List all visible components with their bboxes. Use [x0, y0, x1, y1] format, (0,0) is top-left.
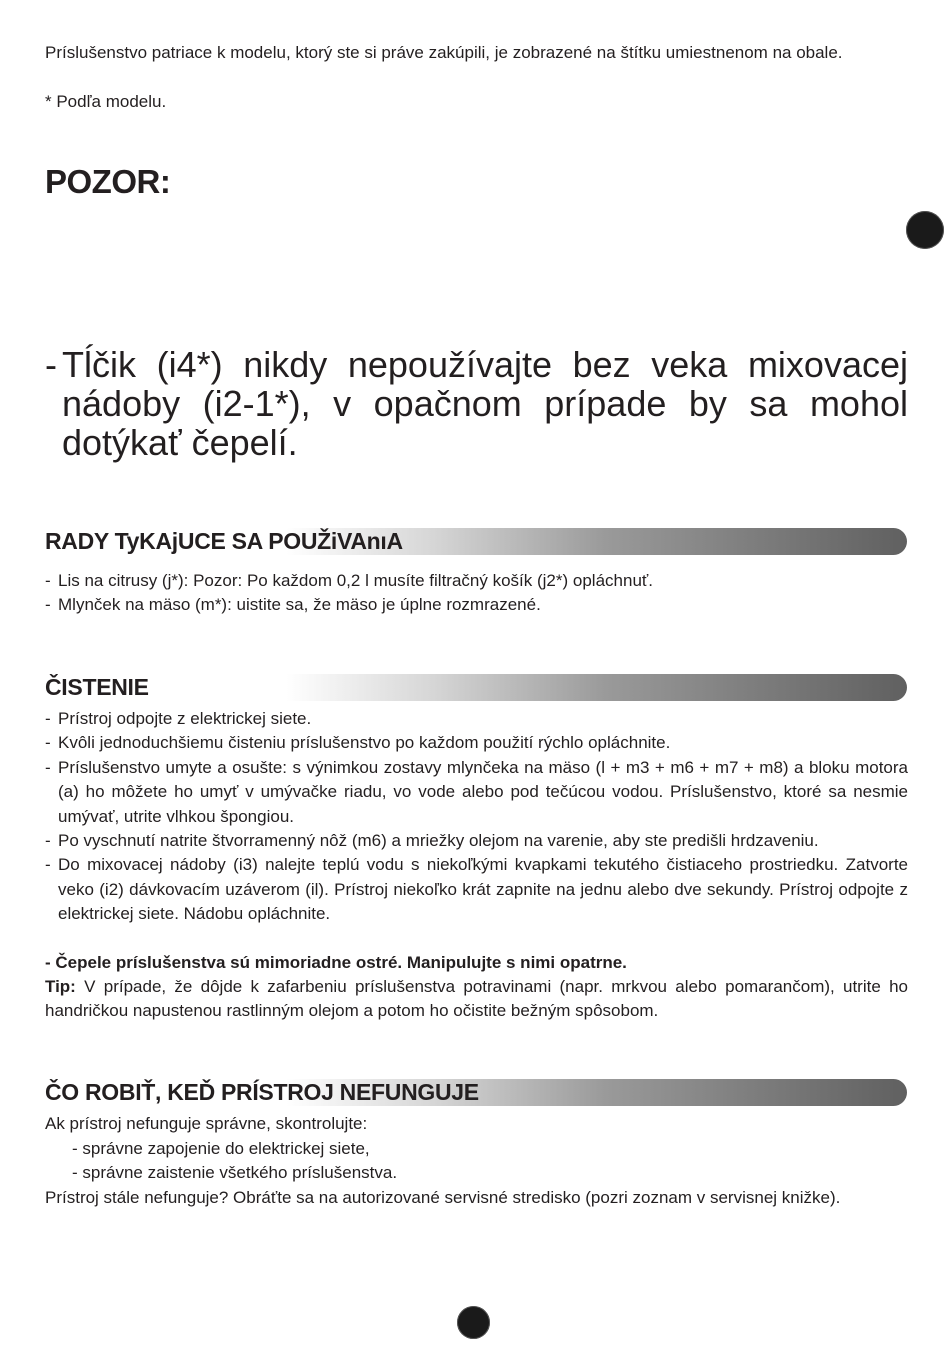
list-item-text: Prístroj odpojte z elektrickej siete.	[58, 709, 312, 728]
check-item: - správne zapojenie do elektrickej siete,	[72, 1139, 370, 1158]
tips-list	[45, 569, 908, 618]
list-item-text: Mlynček na mäso (m*): uistite sa, že mäso je úplne rozmrazené.	[58, 595, 541, 615]
list-item: - Lis na citrusy (j*): Pozor: Po každom 0,2 l musíte filtračný košík (j2*) opláchnuť.	[45, 571, 653, 590]
list-item: - Po vyschnutí natrite štvorramenný nôž (m6) a mriežky olejom na varenie, aby ste predišli hrdzaveniu.	[45, 831, 819, 851]
warning-item	[45, 345, 908, 462]
list-item: - Do mixovacej nádoby (i3) nalejte teplú vodu s niekoľkými kvapkami tekutého čistiaceho prostriedku. Zatvorte veko (i2) dávkovacím uzáverom (il). Prístroj niekoľko krát zapnite na jednu alebo dve sekundy. Prístroj odpojte z elektrickej siete. Nádobu opláchnite.	[45, 855, 908, 924]
tips-heading: RADY TyKAjUCE SA POUŽiVAnıA	[45, 528, 403, 554]
troubleshooting-intro: Ak prístroj nefunguje správne, skontrolujte:	[45, 1114, 368, 1133]
page-number-dot	[457, 1306, 490, 1339]
list-item-text: Príslušenstvo umyte a osušte: s výnimkou zostavy mlynčeka na mäso (l + m3 + m6 + m7 + m8) a bloku motora (a) ho môžete ho umyť v umývačke riadu, vo vode alebo pod tečúcou vodou. Príslušenstvo, ktoré sa nesmie umývať, utrite vlhkou špongiou.	[58, 757, 908, 826]
tip-text: V prípade, že dôjde k zafarbeniu príslušenstva potravinami (napr. mrkvou alebo pomarančom), utrite ho handričkou napustenou rastlinným olejom a potom ho očistite bežným spôsobom.	[45, 977, 908, 1021]
intro-text: Príslušenstvo patriace k modelu, ktorý ste si práve zakúpili, je zobrazené na štítku umiestnenom na obale.	[45, 43, 843, 62]
model-note: * Podľa modelu.	[45, 92, 167, 111]
section-bar-cleaning	[45, 674, 907, 701]
tip-paragraph	[45, 975, 908, 1024]
blade-warning: - Čepele príslušenstva sú mimoriadne ostré. Manipulujte s nimi opatrne.	[45, 953, 627, 972]
list-item-text: Lis na citrusy (j*): Pozor: Po každom 0,2 l musíte filtračný košík (j2*) opláchnuť.	[58, 571, 653, 590]
list-item: - Prístroj odpojte z elektrickej siete.	[45, 709, 312, 728]
warning-item-text: Tĺčik (i4*) nikdy nepoužívajte bez veka mixovacej nádoby (i2-1*), v opačnom prípade by sa mohol dotýkať čepelí.	[62, 344, 908, 463]
list-item-text: Kvôli jednoduchšiemu čisteniu príslušenstvo po každom použití rýchlo opláchnite.	[58, 733, 671, 753]
list-item-text: Po vyschnutí natrite štvorramenný nôž (m6) a mriežky olejom na varenie, aby ste predišli hrdzaveniu.	[58, 831, 819, 851]
list-item: - Mlynček na mäso (m*): uistite sa, že mäso je úplne rozmrazené.	[45, 595, 541, 615]
troubleshooting-outro: Prístroj stále nefunguje? Obráťte sa na autorizované servisné stredisko (pozri zoznam v servisnej knižke).	[45, 1188, 841, 1207]
list-item: - Kvôli jednoduchšiemu čisteniu príslušenstvo po každom použití rýchlo opláchnite.	[45, 733, 671, 753]
list-item: - Príslušenstvo umyte a osušte: s výnimkou zostavy mlynčeka na mäso (l + m3 + m6 + m7 + m8) a bloku motora (a) ho môžete ho umyť v umývačke riadu, vo vode alebo pod tečúcou vodou. Príslušenstvo, ktoré sa nesmie umývať, utrite vlhkou špongiou.	[45, 757, 908, 826]
troubleshooting-heading: ČO ROBIŤ, KEĎ PRÍSTROJ NEFUNGUJE	[45, 1079, 479, 1105]
warning-title: POZOR:	[45, 163, 171, 200]
cleaning-list	[45, 707, 908, 927]
list-item-text: Do mixovacej nádoby (i3) nalejte teplú vodu s niekoľkými kvapkami tekutého čistiaceho prostriedku. Zatvorte veko (i2) dávkovacím uzáverom (il). Prístroj niekoľko krát zapnite na jednu alebo dve sekundy. Prístroj odpojte z elektrickej siete. Nádobu opláchnite.	[58, 855, 908, 924]
tip-label: Tip:	[45, 977, 76, 996]
warning-item-dash: -	[45, 344, 57, 385]
check-item: - správne zaistenie všetkého príslušenstva.	[72, 1163, 398, 1182]
cleaning-heading: ČISTENIE	[45, 674, 149, 700]
page-marker-dot	[906, 211, 944, 249]
